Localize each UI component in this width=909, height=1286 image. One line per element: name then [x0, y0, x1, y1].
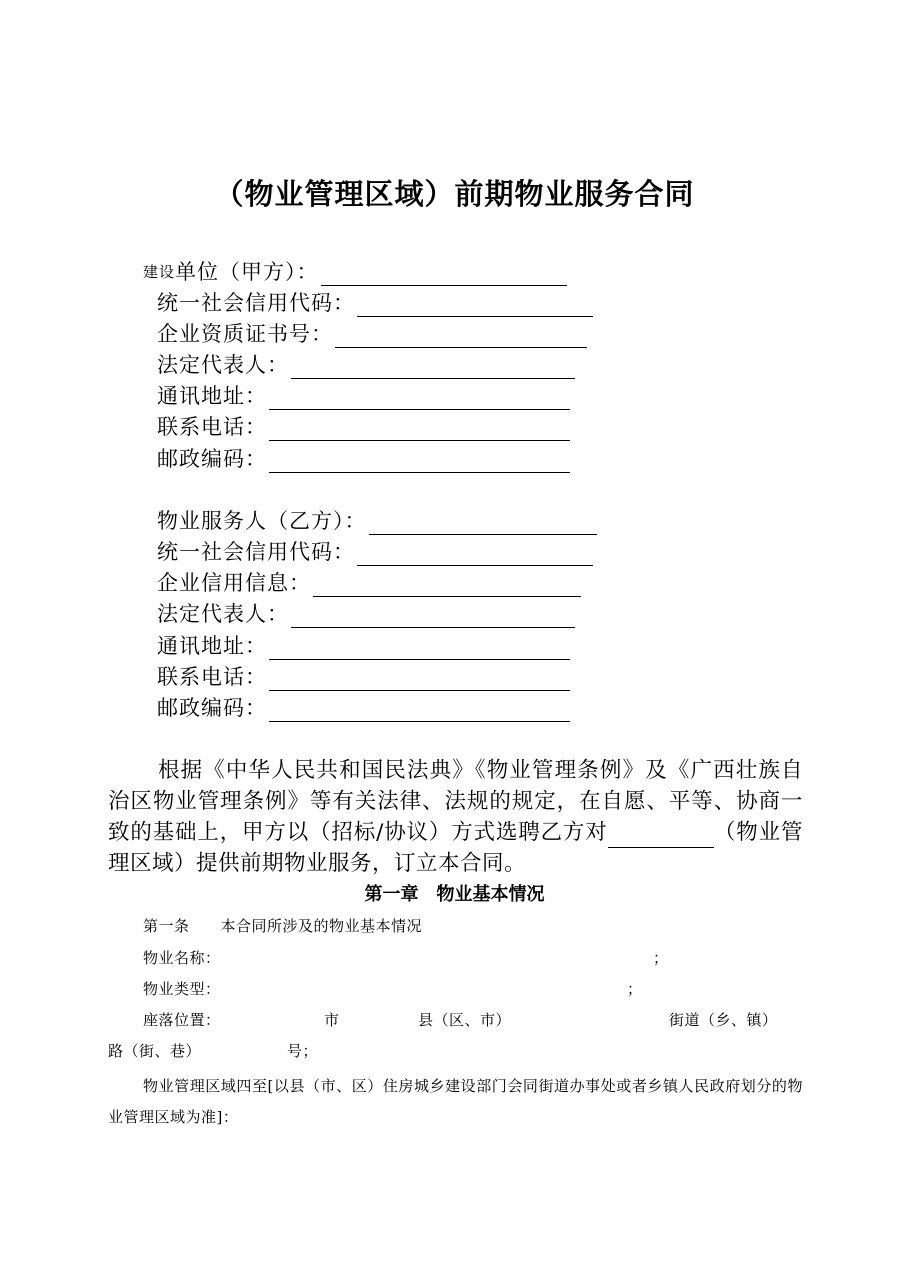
area-name-blank[interactable] — [608, 825, 714, 848]
party-b-rep-blank[interactable] — [291, 605, 575, 628]
location-number: 号； — [287, 1042, 319, 1060]
location-county: 县（区、市） — [418, 1011, 512, 1029]
party-a-unit-row — [143, 258, 567, 286]
location-city: 市 — [324, 1011, 340, 1029]
party-b-service-label: 物业服务人（乙方）： — [157, 509, 367, 533]
article-1-heading: 第一条 本合同所涉及的物业基本情况 — [143, 917, 423, 935]
party-a-rep-blank[interactable] — [291, 356, 575, 379]
intro-text-1: 根据《中华人民共和国民法典》《物业管理条例》及《广西壮族自治区物业管理条例》等有关法律、法规的规定，在自愿、平等、协商一致的基础上，甲方以（招标/协议）方式选聘乙方对 — [108, 758, 803, 845]
location-street: 街道（乡、镇） — [669, 1011, 778, 1029]
party-a-phone-label: 联系电话： — [157, 415, 267, 439]
party-a-unit-blank[interactable] — [321, 263, 567, 286]
party-b-phone-blank[interactable] — [269, 668, 570, 691]
party-b-postcode-label: 邮政编码： — [157, 696, 267, 720]
party-a-cert-row — [157, 320, 587, 348]
party-b-credit-code-row — [157, 538, 593, 566]
party-b-service-row — [157, 507, 597, 535]
party-b-address-row — [157, 632, 570, 660]
location-label: 座落位置： — [143, 1011, 221, 1029]
party-a-rep-label: 法定代表人： — [157, 353, 289, 377]
property-name-end: ； — [653, 949, 669, 967]
party-b-credit-code-label: 统一社会信用代码： — [157, 540, 355, 564]
party-a-phone-blank[interactable] — [269, 418, 570, 441]
party-b-credit-info-label: 企业信用信息： — [157, 571, 311, 595]
party-a-unit-label: 单位（甲方）： — [175, 260, 319, 284]
party-b-postcode-row — [157, 694, 570, 722]
location-road: 路（街、巷） — [108, 1042, 202, 1060]
party-b-credit-info-row — [157, 569, 581, 597]
party-b-credit-info-blank[interactable] — [313, 574, 581, 597]
party-a-prefix: 建设 — [143, 263, 176, 281]
party-a-address-blank[interactable] — [269, 387, 570, 410]
party-a-postcode-row — [157, 445, 570, 473]
property-type-end: ； — [627, 980, 643, 998]
party-b-rep-label: 法定代表人： — [157, 602, 289, 626]
party-a-phone-row — [157, 413, 570, 441]
party-a-credit-code-row — [157, 289, 593, 317]
party-b-phone-row — [157, 663, 570, 691]
party-a-address-row — [157, 382, 570, 410]
party-b-rep-row — [157, 600, 575, 628]
party-b-phone-label: 联系电话： — [157, 665, 267, 689]
party-a-credit-code-label: 统一社会信用代码： — [157, 291, 355, 315]
party-b-postcode-blank[interactable] — [269, 699, 570, 722]
party-a-credit-code-blank[interactable] — [357, 294, 593, 317]
property-type-label: 物业类型： — [143, 980, 221, 998]
party-a-cert-blank[interactable] — [335, 325, 587, 348]
property-name-label: 物业名称： — [143, 949, 221, 967]
party-b-address-blank[interactable] — [269, 637, 570, 660]
intro-text-2: （物业管理区域）提供前期物业服务，订立本合同。 — [108, 820, 803, 876]
boundary-text: 物业管理区域四至[以县（市、区）住房城乡建设部门会同街道办事处或者乡镇人民政府划分的物业管理区域为准]： — [108, 1077, 803, 1126]
party-a-cert-label: 企业资质证书号： — [157, 322, 333, 346]
party-b-credit-code-blank[interactable] — [357, 543, 593, 566]
party-b-service-blank[interactable] — [369, 512, 597, 535]
chapter-heading: 第一章 物业基本情况 — [364, 884, 545, 905]
party-a-address-label: 通讯地址： — [157, 384, 267, 408]
contract-title: （物业管理区域）前期物业服务合同 — [214, 177, 695, 211]
party-a-postcode-label: 邮政编码： — [157, 447, 267, 471]
party-a-postcode-blank[interactable] — [269, 450, 570, 473]
party-a-rep-row — [157, 351, 575, 379]
intro-paragraph — [108, 755, 803, 879]
party-b-address-label: 通讯地址： — [157, 634, 267, 658]
